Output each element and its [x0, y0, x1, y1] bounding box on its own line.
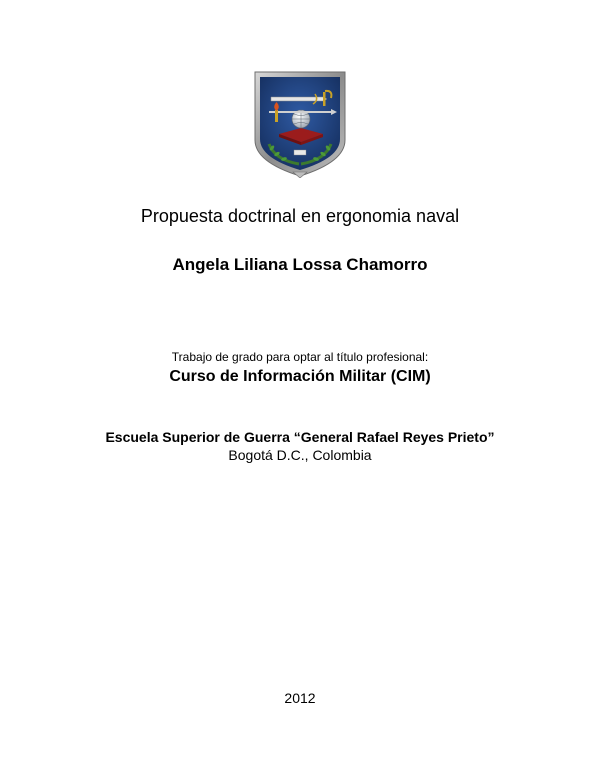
degree-intro: Trabajo de grado para optar al título profesional: — [171, 350, 429, 364]
city-location: Bogotá D.C., Colombia — [228, 447, 372, 463]
publication-year: 2012 — [284, 690, 316, 706]
school-crest-icon — [253, 70, 347, 178]
author-name: Angela Liliana Lossa Chamorro — [172, 255, 428, 274]
school-name: Escuela Superior de Guerra “General Rafael Reyes Prieto” — [105, 429, 495, 445]
document-title: Propuesta doctrinal en ergonomia naval — [140, 206, 460, 226]
degree-name: Curso de Información Militar (CIM) — [169, 368, 431, 385]
